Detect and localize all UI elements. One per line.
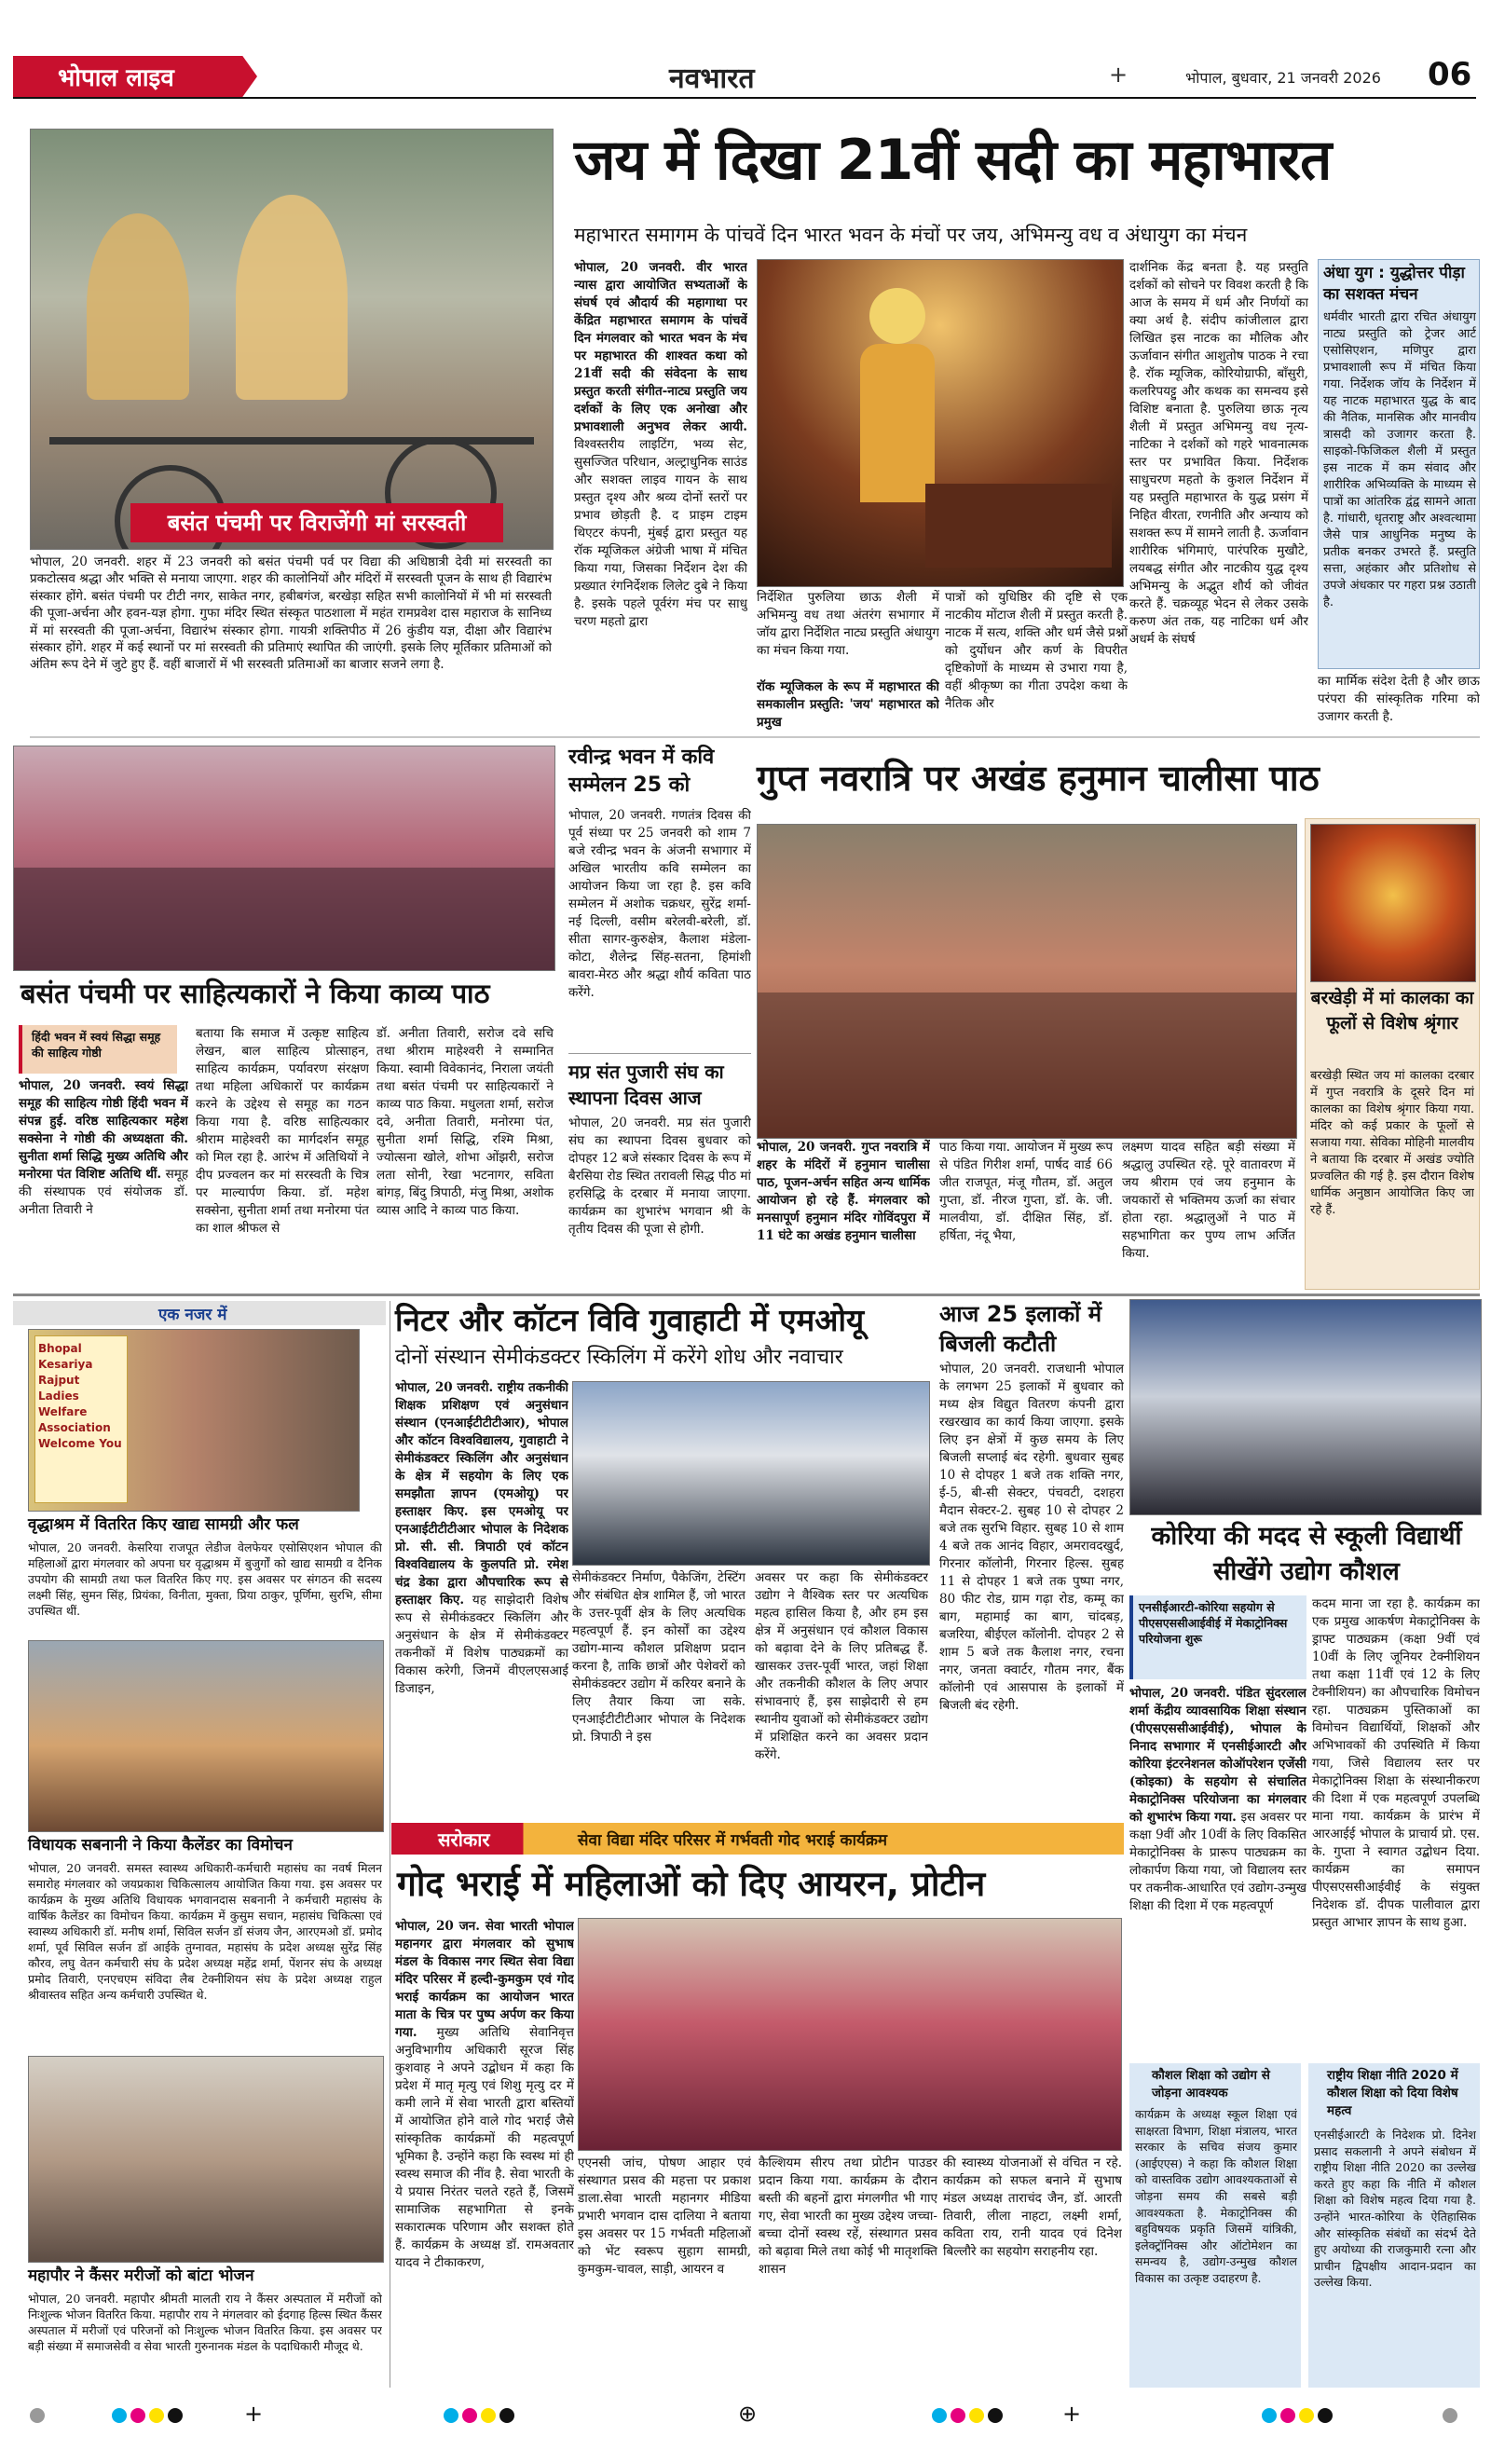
photo-saraswati-idols: [30, 129, 554, 550]
godbharai-col4: की स्वास्थ्य योजनाओं से वंचित न रहे. कार्यक्रम को सफल बनाने में सुभाष मंडल अध्यक्ष ताराचंद जैन, डॉ. आरती तिवारी, लीला नाहटा, लक्ष्मी शर्मा, कविता राय, रानी यादव एवं दिनेश बिल्लौरे का सहयोग सराहनीय रहा.: [943, 2156, 1122, 2259]
nitr-headline: निटर और कॉटन विवि गुवाहाटी में एमओयू: [395, 1302, 865, 1338]
andhayug-text: धर्मवीर भारती द्वारा रचित अंधायुग नाट्य प्रस्तुति को ट्रेजर आर्ट एसोसिएशन, मणिपुर द्वारा प्रभावशाली रूप में मंचित किया गया. निर्देशक जॉय के निर्देशन में यह नाटक महाभारत युद्ध के बाद की नैतिक, मानसिक और मानवीय त्रासदी को उजागर करता है. साइको-फिजिकल शैली में प्रस्तुत इस नाटक में कम संवाद और शारीरिक अभिव्यक्ति के माध्यम से पात्रों का आंतरिक द्वंद्व सामने आता है. गांधारी, धृतराष्ट्र और अश्वत्थामा जैसे पात्र आधुनिक मनुष्य के प्रतीक बनकर उभरते हैं. प्रस्तुति सत्ता, अहंकार और प्रतिशोध से उपजे अंधकार पर गहरा प्रश्न उठाती है.: [1323, 310, 1476, 609]
pujari-headline: मप्र संत पुजारी संघ का स्थापना दिवस आज: [568, 1061, 724, 1109]
kavya-intro: भोपाल, 20 जनवरी. स्वयं सिद्धा समूह की साहित्य गोष्ठी हिंदी भवन में संपन्न हुई. वरिष्ठ साहित्यकार महेश सक्सेना ने गोष्ठी की अध्यक्षता की. सुनीता शर्मा सिद्धि मुख्य अतिथि और मनोरमा पंत विशिष्ट अतिथि थीं.: [19, 1078, 188, 1182]
divider: [568, 1053, 751, 1054]
korea-box1-text: कार्यक्रम के अध्यक्ष स्कूल शिक्षा एवं साक्षरता विभाग, शिक्षा मंत्रालय, भारत सरकार के सचिव संजय कुमार (आईएएस) ने कहा कि कौशल शिक्षा को वास्तविक उद्योग आवश्यकताओं से जोड़ना समय की सबसे बड़ी आवश्यकता है. मेकाट्रोनिक्स की बहुविषयक प्रकृति जिसमें यांत्रिकी, इलेक्ट्रॉनिक्स और ऑटोमेशन का समन्वय है, उद्योग-उन्मुख कौशल विकास का उत्कृष्ट उदाहरण है.: [1135, 2107, 1297, 2285]
photo-cancer-hospital: [28, 2056, 384, 2263]
lead-intro: भोपाल, 20 जनवरी. वीर भारत न्यास द्वारा आयोजित सभ्यताओं के संघर्ष एवं औदार्य की महागाथा पर केंद्रित महाभारत समागम के पांचवें दिन मंगलवार को भारत भवन के मंच पर महाभारत की शाश्वत कथा को 21वीं सदी की संवेदना के साथ प्रस्तुत करती संगीत-नाट्य प्रस्तुति जय दर्शकों के लिए एक अनोखा और प्रभावशाली अनुभव लेकर आयी.: [574, 260, 747, 434]
ek-nazar-item2-text: भोपाल, 20 जनवरी. समस्त स्वास्थ्य अधिकारी-कर्मचारी महासंघ का नवर्ष मिलन समारोह मंगलवार को जयप्रकाश चिकित्सालय आयोजित किया गया. इस अवसर पर कार्यक्रम के मुख्य अतिथि विधायक भगवानदास सबनानी ने कर्मचारी महासंघ के वार्षिक कैलेंडर का विमोचन किया. कार्यक्रम में कुसुम सचान, महासंघ चिकित्सा एवं स्वास्थ्य अधिकारी डॉ. मनीष शर्मा, सिविल सर्जन डॉ संजय जैन, आरएमओ डॉ. प्रमोद शर्मा, पूर्व सिविल सर्जन डॉ आईके तुग्नावत, महासंघ के प्रदेश अध्यक्ष सुरेंद्र सिंह कौरव, लघु वेतन कर्मचारी संघ के प्रदेश अध्यक्ष महेंद्र शर्मा, पेंशनर संघ के अध्यक्ष प्रमोद तिवारी, एनएचएम संविदा लैब टेक्नीशियन संघ के प्रदेश अध्यक्ष राहुल श्रीवास्तव सहित अन्य कर्मचारी उपस्थित थे.: [28, 1861, 382, 2002]
korea-headline: कोरिया की मदद से स्कूली विद्यार्थी सीखेंगे उद्योग कौशल: [1151, 1522, 1462, 1586]
bijli-text: भोपाल, 20 जनवरी. राजधानी भोपाल के लगभग 25 इलाकों में बुधवार को मध्य क्षेत्र विद्युत वितरण कंपनी द्वारा रखरखाव का कार्य किया जाएगा. इसके लिए इन क्षेत्रों में कुछ समय के लिए बिजली सप्लाई बंद रहेगी. बुधवार सुबह 10 से दोपहर 1 बजे तक शक्ति नगर, ई-5, बी-सी सेक्टर, पंचवटी, दशहरा मैदान सेक्टर-2. सुबह 10 से दोपहर 2 बजे तक सुरभि विहार. सुबह 10 से शाम 4 बजे तक आनंद विहार, अमरावदखुर्द, गिरनार कॉलोनी, गिरनार हिल्स. सुबह 11 से दोपहर 1 बजे तक पुष्पा नगर, 80 फीट रोड, ग्राम गढ़ा रोड, कम्मू का बाग, महामाई का बाग, चांदबड़, बजरिया, बीईएल कॉलोनी. दोपहर 2 से शाम 5 बजे तक कैलाश नगर, रचना नगर, जनता क्वार्टर, गौतम नगर, बैंक कॉलोनी एवं आसपास के इलाकों में बिजली बंद रहेगी.: [939, 1362, 1124, 1713]
photo-korea-event: [1129, 1299, 1482, 1515]
korea-box2-text: एनसीईआरटी के निदेशक प्रो. दिनेश प्रसाद सकलानी ने अपने संबोधन में राष्ट्रीय शिक्षा नीति 2020 का उल्लेख करते हुए कहा कि नीति में कौशल शिक्षा को विशेष महत्व दिया गया है. उन्होंने भारत-कोरिया के ऐतिहासिक और सांस्कृतिक संबंधों का संदर्भ देते हुए अयोध्या की राजकुमारी रत्ना और प्राचीन द्विपक्षीय आदान-प्रदान का उल्लेख किया.: [1314, 2128, 1476, 2290]
lead-col3: पात्रों को युधिष्ठिर की दृष्टि से एक नाटकीय मोंटाज शैली में प्रस्तुत करती है. नाटक में सत्य, शक्ति और धर्म जैसे प्रश्नों को दुर्योधन और कर्ण के विपरीत दृष्टिकोणों के माध्यम से उभारा गया है, वहीं श्रीकृष्ण का गीता उपदेश कथा के नैतिक और: [945, 590, 1128, 711]
godbharai-col3: कैल्शियम सीरप तथा प्रोटीन पाउडर प्रदान किया गया. कार्यक्रम के दौरान बस्ती की बहनों द्वारा मंगलगीत भी गाए गए, सेवा भारती का मुख्य उद्देश्य जच्चा-बच्चा दोनों स्वस्थ रहें, संस्थागत प्रसव को बढ़ावा मिले तथा कोई भी मातृशक्ति शासन: [759, 2156, 937, 2277]
photo-hanuman-group: [757, 824, 1297, 1139]
korea-box1-title: कौशल शिक्षा को उद्योग से जोड़ना आवश्यक: [1152, 2068, 1270, 2101]
lead-col5: का मार्मिक संदेश देती है और छाऊ परंपरा की सांस्कृतिक गरिमा को उजागर करती है.: [1318, 674, 1480, 724]
lead-rock-subhead: रॉक म्यूजिकल के रूप में महाभारत की समकालीन प्रस्तुति: 'जय' महाभारत को प्रमुख: [757, 679, 939, 730]
godbharai-headline: गोद भराई में महिलाओं को दिए आयरन, प्रोटीन: [397, 1864, 986, 1904]
ek-nazar-label: एक नजर में: [158, 1306, 227, 1324]
barkhedi-headline: बरखेड़ी में मां कालका का फूलों से विशेष श्रृंगार: [1310, 988, 1474, 1034]
lead-col2-bold: [757, 678, 939, 734]
section-name: भोपाल लाइव: [58, 64, 174, 92]
header-rule: [13, 97, 1476, 99]
reg-dot-icon: [1443, 2408, 1457, 2423]
nitr-col3: अवसर पर कहा कि सेमीकंडक्टर उद्योग ने वैश्विक स्तर पर अत्यधिक महत्व हासिल किया है, और हम इस क्षेत्र में अनुसंधान एवं कौशल विकास को बढ़ावा देने के लिए प्रतिबद्ध हैं. खासकर उत्तर-पूर्वी भारत, जहां शिक्षा और तकनीकी कौशल के लिए अपार संभावनाएं हैं, इस साझेदारी से हम स्थानीय युवाओं को सेमीकंडक्टर उद्योग में प्रशिक्षित करने का अवसर प्रदान करेंगे.: [755, 1570, 928, 1762]
black-dot-icon: [168, 2408, 183, 2423]
magenta-dot-icon: [130, 2408, 145, 2423]
korea-col2: कदम माना जा रहा है. कार्यक्रम का एक प्रमुख आकर्षण मेकाट्रोनिक्स के ड्राफ्ट पाठ्यक्रम (कक्षा 9वीं एवं 10वीं के लिए जूनियर टेक्नीशियन तथा कक्षा 11वीं एवं 12 के लिए टेक्नीशियन) का औपचारिक विमोचन रहा. पाठ्यक्रम पुस्तिकाओं का विमोचन विद्यार्थियों, शिक्षकों और अभिभावकों की उपस्थिति में किया गया, जिसे विद्यालय स्तर पर मेकाट्रोनिक्स शिक्षा के संस्थानीकरण की दिशा में एक महत्वपूर्ण उपलब्धि माना गया. कार्यक्रम के प्रारंभ में आरआईई भोपाल के प्राचार्य प्रो. एस. के. गुप्ता ने स्वागत उद्बोधन दिया. कार्यक्रम का समापन पीएसएससीआईवीई के संयुक्त निदेशक डॉ. दीपक पालीवाल द्वारा प्रस्तुत आभार ज्ञापन के साथ हुआ.: [1312, 1596, 1480, 1930]
nitr-body: यह साझेदारी विशेष रूप से सेमीकंडक्टर स्किलिंग और अनुसंधान के क्षेत्र में सेमीकंडक्टर तकनीकों में विशेष पाठ्यक्रमों का विकास करेगी, जिनमें वीएलएसआई डिजाइन,: [395, 1593, 568, 1696]
korea-body: इस अवसर पर कक्षा 9वीं और 10वीं के लिए विकसित मेकाट्रोनिक्स के प्रारूप पाठ्यक्रम का लोकार्पण किया गया, जो विद्यालय स्तर पर तकनीक-आधारित एवं उद्योग-उन्मुख शिक्षा की दिशा में एक महत्वपूर्ण: [1129, 1810, 1306, 1913]
yellow-dot-icon: [969, 2408, 984, 2423]
saraswati-text: भोपाल, 20 जनवरी. शहर में 23 जनवरी को बसंत पंचमी पर्व पर विद्या की अधिष्ठात्री देवी मां सरस्वती का प्रकटोत्सव श्रद्धा और भक्ति से मनाया जाएगा. शहर की कालोनियों और मंदिरों में सरस्वती पूजन के साथ ही विद्यारंभ संस्कार होंगे. बसंत पंचमी पर टीटी नगर, साकेत नगर, हबीबगंज, बरखेड़ा सहित सभी कालोनियों में भी मां सरस्वती की पूजा-अर्चना और हवन-यज्ञ होगा. गुफा मंदिर स्थित संस्कृत पाठशाला में महंत रामप्रवेश दास महाराज के सानिध्य में मां सरस्वती की पूजा-अर्चना, विद्यारंभ संस्कार होगा. गायत्री शक्तिपीठ में 26 कुंडीय यज्ञ, दीक्षा और विद्यारंभ संस्कार होंगे. शहर में कई स्थानों पर मां सरस्वती की प्रतिमाएं स्थापित की जाएंगी. इसके लिए मूर्तिकार प्रतिमाओं को अंतिम रूप देने में जुटे हुए हैं. वहीं बाजारों में भी सरस्वती प्रतिमाओं का बाजार सजने लगा है.: [30, 554, 552, 673]
godbharai-kicker: सेवा विद्या मंदिर परिसर में गर्भवती गोद भराई कार्यक्रम: [578, 1831, 888, 1850]
kavya-col2: बताया कि समाज में उत्कृष्ट साहित्य लेखन, बाल साहित्य प्रोत्साहन, साहित्य कार्यक्रम, पर्यावरण संरक्षण तथा महिला अधिकारों पर कार्यक्रम करने के उद्देश्य से समूह का गठन किया गया है. वरिष्ठ साहित्यकार श्रीराम माहेश्वरी का मार्गदर्शन समूह को मिल रहा है. आरंभ में अतिथियों ने दीप प्रज्वलन कर मां सरस्वती के चित्र पर माल्यार्पण किया. डॉ. महेश सक्सेना, सुनीता शर्मा तथा मनोरमा पंत का शाल श्रीफल से: [196, 1026, 369, 1236]
hanuman-col2: पाठ किया गया. आयोजन में मुख्य रूप से पंडित गिरीश शर्मा, पार्षद वार्ड 66 जीत राजपूत, मंजू गौतम, डॉ. अतुल गुप्ता, डॉ. नीरज गुप्ता, डॉ. के. जी. मालवीया, डॉ. दीक्षित सिंह, डॉ. हर्षिता, नंदू भैया,: [939, 1140, 1113, 1243]
godbharai-col1: [395, 1918, 574, 2388]
barkhedi-text: बरखेड़ी स्थित जय मां कालका दरबार में गुप्त नवरात्रि के दूसरे दिन मां कालका का विशेष श्रृंगार किया गया. मंदिर को कई प्रकार के फूलों से सजाया गया. सेविका मोहिनी मालवीय ने बताया कि दरबार में अखंड ज्योति प्रज्वलित की गई है. इस दौरान विशेष धार्मिक अनुष्ठान आयोजित किए जा रहे हैं.: [1310, 1069, 1474, 1217]
welfare-banner-text: Bhopal Kesariya Rajput Ladies Welfare Association Welcome You: [38, 1342, 122, 1450]
kavi-sammelan-headline: रवीन्द्र भवन में कवि सम्मेलन 25 को: [568, 746, 715, 797]
nitr-intro: भोपाल, 20 जनवरी. राष्ट्रीय तकनीकी शिक्षक प्रशिक्षण एवं अनुसंधान संस्थान (एनआईटीटीटीआर), भोपाल और कॉटन विश्वविद्यालय, गुवाहाटी ने सेमीकंडक्टर स्किलिंग और अनुसंधान के क्षेत्र में सहयोग के लिए एक समझौता ज्ञापन (एमओयू) पर हस्ताक्षर किए. इस एमओयू पर एनआईटीटीटीआर भोपाल के निदेशक प्रो. सी. सी. त्रिपाठी एवं कॉटन विश्वविद्यालय के कुलपति प्रो. रमेश चंद्र डेका द्वारा औपचारिक रूप से हस्ताक्षर किए.: [395, 1380, 568, 1608]
kavya-col1: [19, 1077, 188, 1290]
lead-body: विश्वस्तरीय लाइटिंग, भव्य सेट, सुसज्जित परिधान, अल्ट्राधुनिक साउंड और सशक्त लाइव गायन के साथ प्रस्तुत दृश्य और श्रव्य दोनों स्तरों पर प्रभाव छोड़ती है. द प्राइम टाइम थिएटर कंपनी, मुंबई द्वारा प्रस्तुत यह रॉक म्यूजिकल अंग्रेजी भाषा में मंचित किया गया, जिसका निर्देशन देश की प्रख्यात रंगनिर्देशक लिलेट दुबे ने किया है. इसके पहले पूर्वरंग मंच पर साधु चरण महतो द्वारा: [574, 437, 747, 629]
lead-col4: दार्शनिक केंद्र बनता है. यह प्रस्तुति दर्शकों को सोचने पर विवश करती है कि आज के समय में धर्म और निर्णयों का क्या अर्थ है. संदीप कांजीलाल द्वारा लिखित इस नाटक का मौलिक और ऊर्जावान संगीत आशुतोष पाठक ने रचा है. रॉक म्यूजिक, कोरियोग्राफी, बाँसुरी, कलरिपयट्टु और कथक का समन्वय इसे विशिष्ट बनाता है. पुरुलिया छाऊ नृत्य शैली में प्रस्तुत अभिमन्यु वध नृत्य-नाटिका ने दर्शकों को गहरे भावनात्मक स्तर पर प्रभावित किया. निर्देशक साधुचरण महतो के कुशल निर्देशन में यह प्रस्तुति महाभारत के युद्ध प्रसंग में निहित वीरता, रणनीति और अन्याय को सशक्त रूप में सामने लाती है. ऊर्जावान शारीरिक भंगिमाएं, पारंपरिक मुखौटे, लयबद्ध संगीत और नाटकीय युद्ध दृश्य अभिमन्यु के अद्भुत शौर्य को जीवंत करते हैं. चक्रव्यूह भेदन से लेकर उसके करुण अंत तक, यह नाटिका धर्म और अधर्म के संघर्ष: [1129, 260, 1308, 647]
photo-maa-kalka: [1310, 824, 1476, 982]
page-footer: [0, 2397, 1491, 2434]
saraswati-banner: बसंत पंचमी पर विराजेंगी मां सरस्वती: [130, 503, 503, 542]
godbharai-col2: एएनसी जांच, पोषण आहार एवं संस्थागत प्रसव की महत्ता पर प्रकाश डाला.सेवा भारती महानगर मीडिया प्रभारी भगवान दास दालिया ने बताया इस अवसर पर 15 गर्भवती महिलाओं को भेंट स्वरूप सुहाग सामग्री, कुमकुम-चावल, साड़ी, आयरन व: [578, 2156, 751, 2277]
nitr-subhead: दोनों संस्थान सेमीकंडक्टर स्किलिंग में करेंगे शोध और नवाचार: [395, 1346, 843, 1369]
nitr-col1: [395, 1379, 568, 1817]
masthead-logo: नवभारत: [669, 62, 755, 95]
cyan-dot-icon: [444, 2408, 458, 2423]
hanuman-col3: लक्ष्मण यादव सहित बड़ी संख्या में श्रद्धालु उपस्थित रहे. पूरे वातावरण में जय श्रीराम एवं जय हनुमान के जयकारों से भक्तिमय ऊर्जा का संचार होता रहा. श्रद्धालुओं ने पाठ में सहभागिता कर पुण्य लाभ अर्जित किया.: [1122, 1140, 1295, 1261]
black-dot-icon: [1318, 2408, 1333, 2423]
pujari-text: भोपाल, 20 जनवरी. मप्र संत पुजारी संघ का स्थापना दिवस बुधवार को दोपहर 12 बजे संस्कार दिवस के रूप में बैरसिया रोड स्थित तरावली सिद्ध पीठ मां हरसिद्धि के दरबार में मनाया जाएगा. कार्यक्रम का शुभारंभ भगवान श्री के तृतीय दिवस की पूजा से होगी.: [568, 1116, 751, 1237]
korea-box2-title: राष्ट्रीय शिक्षा नीति 2020 में कौशल शिक्षा को दिया विशेष महत्व: [1327, 2068, 1458, 2118]
page-header: [0, 56, 1491, 99]
ek-nazar-item2-headline: विधायक सबनानी ने किया कैलेंडर का विमोचन: [28, 1836, 293, 1855]
dateline: भोपाल, बुधवार, 21 जनवरी 2026: [1185, 69, 1381, 87]
yellow-dot-icon: [1299, 2408, 1314, 2423]
kavya-body: समूह की संस्थापक एवं संयोजक डॉ. अनीता तिवारी ने: [19, 1167, 188, 1217]
black-dot-icon: [499, 2408, 514, 2423]
lead-subhead: महाभारत समागम के पांचवें दिन भारत भवन के मंचों पर जय, अभिमन्यु वध व अंधायुग का मंचन: [574, 224, 1248, 246]
kavya-headline: बसंत पंचमी पर साहित्यकारों ने किया काव्य पाठ: [21, 978, 490, 1009]
yellow-dot-icon: [481, 2408, 496, 2423]
photo-stage-drama: [757, 259, 1124, 587]
korea-kicker: एनसीईआरटी-कोरिया सहयोग से पीएसएससीआईवीई में मेकाट्रोनिक्स परियोजना शुरू: [1139, 1600, 1288, 1646]
photo-kavya-group: [13, 746, 555, 971]
bijli-headline: आज 25 इलाकों में बिजली कटौती: [939, 1301, 1102, 1357]
cyan-dot-icon: [112, 2408, 127, 2423]
hanuman-headline: गुप्त नवरात्रि पर अखंड हनुमान चालीसा पाठ: [757, 758, 1320, 799]
kavya-kicker: हिंदी भवन में स्वयं सिद्धा समूह की साहित्य गोष्ठी: [32, 1030, 161, 1060]
divider: [13, 1294, 1480, 1296]
crosshair-icon: ⊕: [738, 2401, 758, 2427]
ek-nazar-item3-text: भोपाल, 20 जनवरी. महापौर श्रीमती मालती राय ने कैंसर अस्पताल में मरीजों को निःशुल्क भोजन वितरित किया. महापौर राय ने मंगलवार को ईदगाह हिल्स स्थित कैंसर अस्पताल में मरीजों एवं परिजनों को निःशुल्क भोजन वितरित किया. इस अवसर पर बड़ी संख्या में समाजसेवी व सेवा भारती गुरुनानक मंडल के पदाधिकारी मौजूद थे.: [28, 2292, 382, 2353]
hanuman-col1: [757, 1139, 930, 1290]
nitr-col2: सेमीकंडक्टर निर्माण, पैकेजिंग, टेस्टिंग और संबंधित क्षेत्र शामिल हैं, जो भारत के उत्तर-पूर्वी क्षेत्र के लिए अत्यधिक महत्वपूर्ण हैं. इन कोर्सों का उद्देश्य उद्योग-मान्य कौशल प्रशिक्षण प्रदान करना है, ताकि छात्रों और पेशेवरों को सेमीकंडक्टर उद्योग में करियर बनाने के लिए तैयार किया जा सके. एनआईटीटीटीआर भोपाल के निदेशक प्रो. त्रिपाठी ने इस: [572, 1570, 746, 1745]
godbharai-body: मुख्य अतिथि सेवानिवृत्त अनुविभागीय अधिकारी सूरज सिंह कुशवाह ने अपने उद्बोधन में कहा कि प्रदेश में मातृ मृत्यु एवं शिशु मृत्यु दर में कमी लाने में सेवा भारती द्वारा बस्तियों में आयोजित होने वाले गोद भराई जैसे सांस्कृतिक कार्यक्रमों की महत्वपूर्ण भूमिका है. उन्होंने कहा कि स्वस्थ मां ही स्वस्थ समाज की नींव है. सेवा भारती के ये प्रयास निरंतर चलते रहते हैं, जिसमें सामाजिक सहभागिता से इनके सकारात्मक परिणाम और सशक्त होते हैं. कार्यक्रम के अध्यक्ष डॉ. रामअवतार यादव ने टीकाकरण,: [395, 2025, 574, 2270]
divider: [30, 736, 1480, 738]
lead-photo-caption: निर्देशित पुरुलिया छाऊ शैली में अभिमन्यु वध तथा अंतरंग सभागार में जॉय द्वारा निर्देशित नाट्य प्रस्तुति अंधायुग का मंचन किया गया.: [757, 590, 939, 658]
andhayug-title: अंधा युग : युद्धोत्तर पीड़ा का सशक्त मंचन: [1323, 264, 1465, 304]
godbharai-tag: सरोकार: [438, 1828, 490, 1851]
godbharai-intro: भोपाल, 20 जन. सेवा भारती भोपाल महानगर द्वारा मंगलवार को सुभाष मंडल के विकास नगर स्थित सेवा विद्या मंदिर परिसर में हल्दी-कुमकुम एवं गोद भराई कार्यक्रम का आयोजन भारत माता के चित्र पर पुष्प अर्पण कर किया गया.: [395, 1919, 574, 2040]
photo-godbharai-women: [578, 1918, 1122, 2151]
magenta-dot-icon: [462, 2408, 477, 2423]
black-dot-icon: [988, 2408, 1003, 2423]
ek-nazar-item1-text: भोपाल, 20 जनवरी. केसरिया राजपूत लेडीज वेलफेयर एसोसिएशन भोपाल की महिलाओं द्वारा मंगलवार को अपना घर वृद्धाश्रम में बुजुर्गों को खाद्य सामग्री व दैनिक उपयोग की सामग्री तथा फल वितरित किए गए. इस अवसर पर संगठन की सदस्य लक्ष्मी सिंह, सुमन सिंह, प्रियंका, विनीता, मुक्ता, प्रिया ठाकुर, पूर्णिमा, सुरभि, सीमा उपस्थित थीं.: [28, 1540, 382, 1618]
magenta-dot-icon: [1280, 2408, 1295, 2423]
kavi-sammelan-text: भोपाल, 20 जनवरी. गणतंत्र दिवस की पूर्व संध्या पर 25 जनवरी को शाम 7 बजे रवीन्द्र भवन के अंजनी सभागार में अखिल भारतीय कवि सम्मेलन का आयोजन किया जा रहा है. इस कवि सम्मेलन में अशोक चक्रधर, सुरेंद्र शर्मा-नई दिल्ली, वसीम बरेलवी-बरेली, डॉ. सीता सागर-कुरुक्षेत्र, कैलाश मंडेला-कोटा, शैलेन्द्र सिंह-सतना, हिमांशी बावरा-मेरठ और श्रद्धा शौर्य कविता पाठ करेंगे.: [568, 808, 751, 1000]
cyan-dot-icon: [1262, 2408, 1277, 2423]
photo-welfare-event: [28, 1329, 360, 1512]
crosshair-icon: +: [244, 2401, 264, 2427]
ek-nazar-item1-headline: वृद्धाश्रम में वितरित किए खाद्य सामग्री और फल: [28, 1515, 299, 1534]
hanuman-intro: भोपाल, 20 जनवरी. गुप्त नवरात्रि में शहर के मंदिरों में हनुमान चालीसा पाठ, पूजन-अर्चन सहित अन्य धार्मिक आयोजन हो रहे हैं. मंगलवार को मनसापूर्ण हनुमान मंदिर गोविंदपुरा में 11 घंटे का अखंड हनुमान चालीसा: [757, 1140, 930, 1243]
ek-nazar-item3-headline: महापौर ने कैंसर मरीजों को बांटा भोजन: [28, 2266, 254, 2285]
kavya-col3: डॉ. अनीता तिवारी, सरोज दवे सचि तथा श्रीराम माहेश्वरी ने सम्मानित किया. स्वामी विवेकानंद, निराला जयंती तथा बसंत पंचमी पर साहित्यकारों ने काव्य पाठ किया. मधुलता शर्मा, सरोज दवे, अनीता तिवारी, मनोरमा पंत, सुनीता शर्मा सिद्धि, रश्मि मिश्रा, ज्योत्सना खोले, शोभा ओंझरी, सरोज लता सोनी, रेखा भटनागर, सविता बांगड़, बिंदु त्रिपाठी, मंजु मिश्रा, अशोक व्यास आदि ने काव्य पाठ किया.: [376, 1026, 554, 1218]
cyan-dot-icon: [932, 2408, 947, 2423]
magenta-dot-icon: [951, 2408, 965, 2423]
crosshair-icon: +: [1109, 62, 1129, 88]
lead-headline: जय में दिखा 21वीं सदी का महाभारत: [574, 128, 1332, 193]
page-number: 06: [1428, 56, 1472, 93]
crosshair-icon: +: [1062, 2401, 1082, 2427]
reg-dot-icon: [30, 2408, 45, 2423]
korea-intro: भोपाल, 20 जनवरी. पंडित सुंदरलाल शर्मा केंद्रीय व्यावसायिक शिक्षा संस्थान (पीएसएससीआईवीई), भोपाल के निनाद सभागार में एनसीईआरटी और कोरिया इंटरनेशनल कोऑपरेशन एजेंसी (कोइका) के सहयोग से संचालित मेकाट्रोनिक्स परियोजना का मंगलवार को शुभारंभ किया गया.: [1129, 1686, 1306, 1825]
korea-col1: [1129, 1685, 1306, 2060]
yellow-dot-icon: [149, 2408, 164, 2423]
photo-mou-signing: [572, 1381, 930, 1566]
photo-calendar-release: [28, 1640, 384, 1832]
lead-col1: [574, 259, 747, 732]
